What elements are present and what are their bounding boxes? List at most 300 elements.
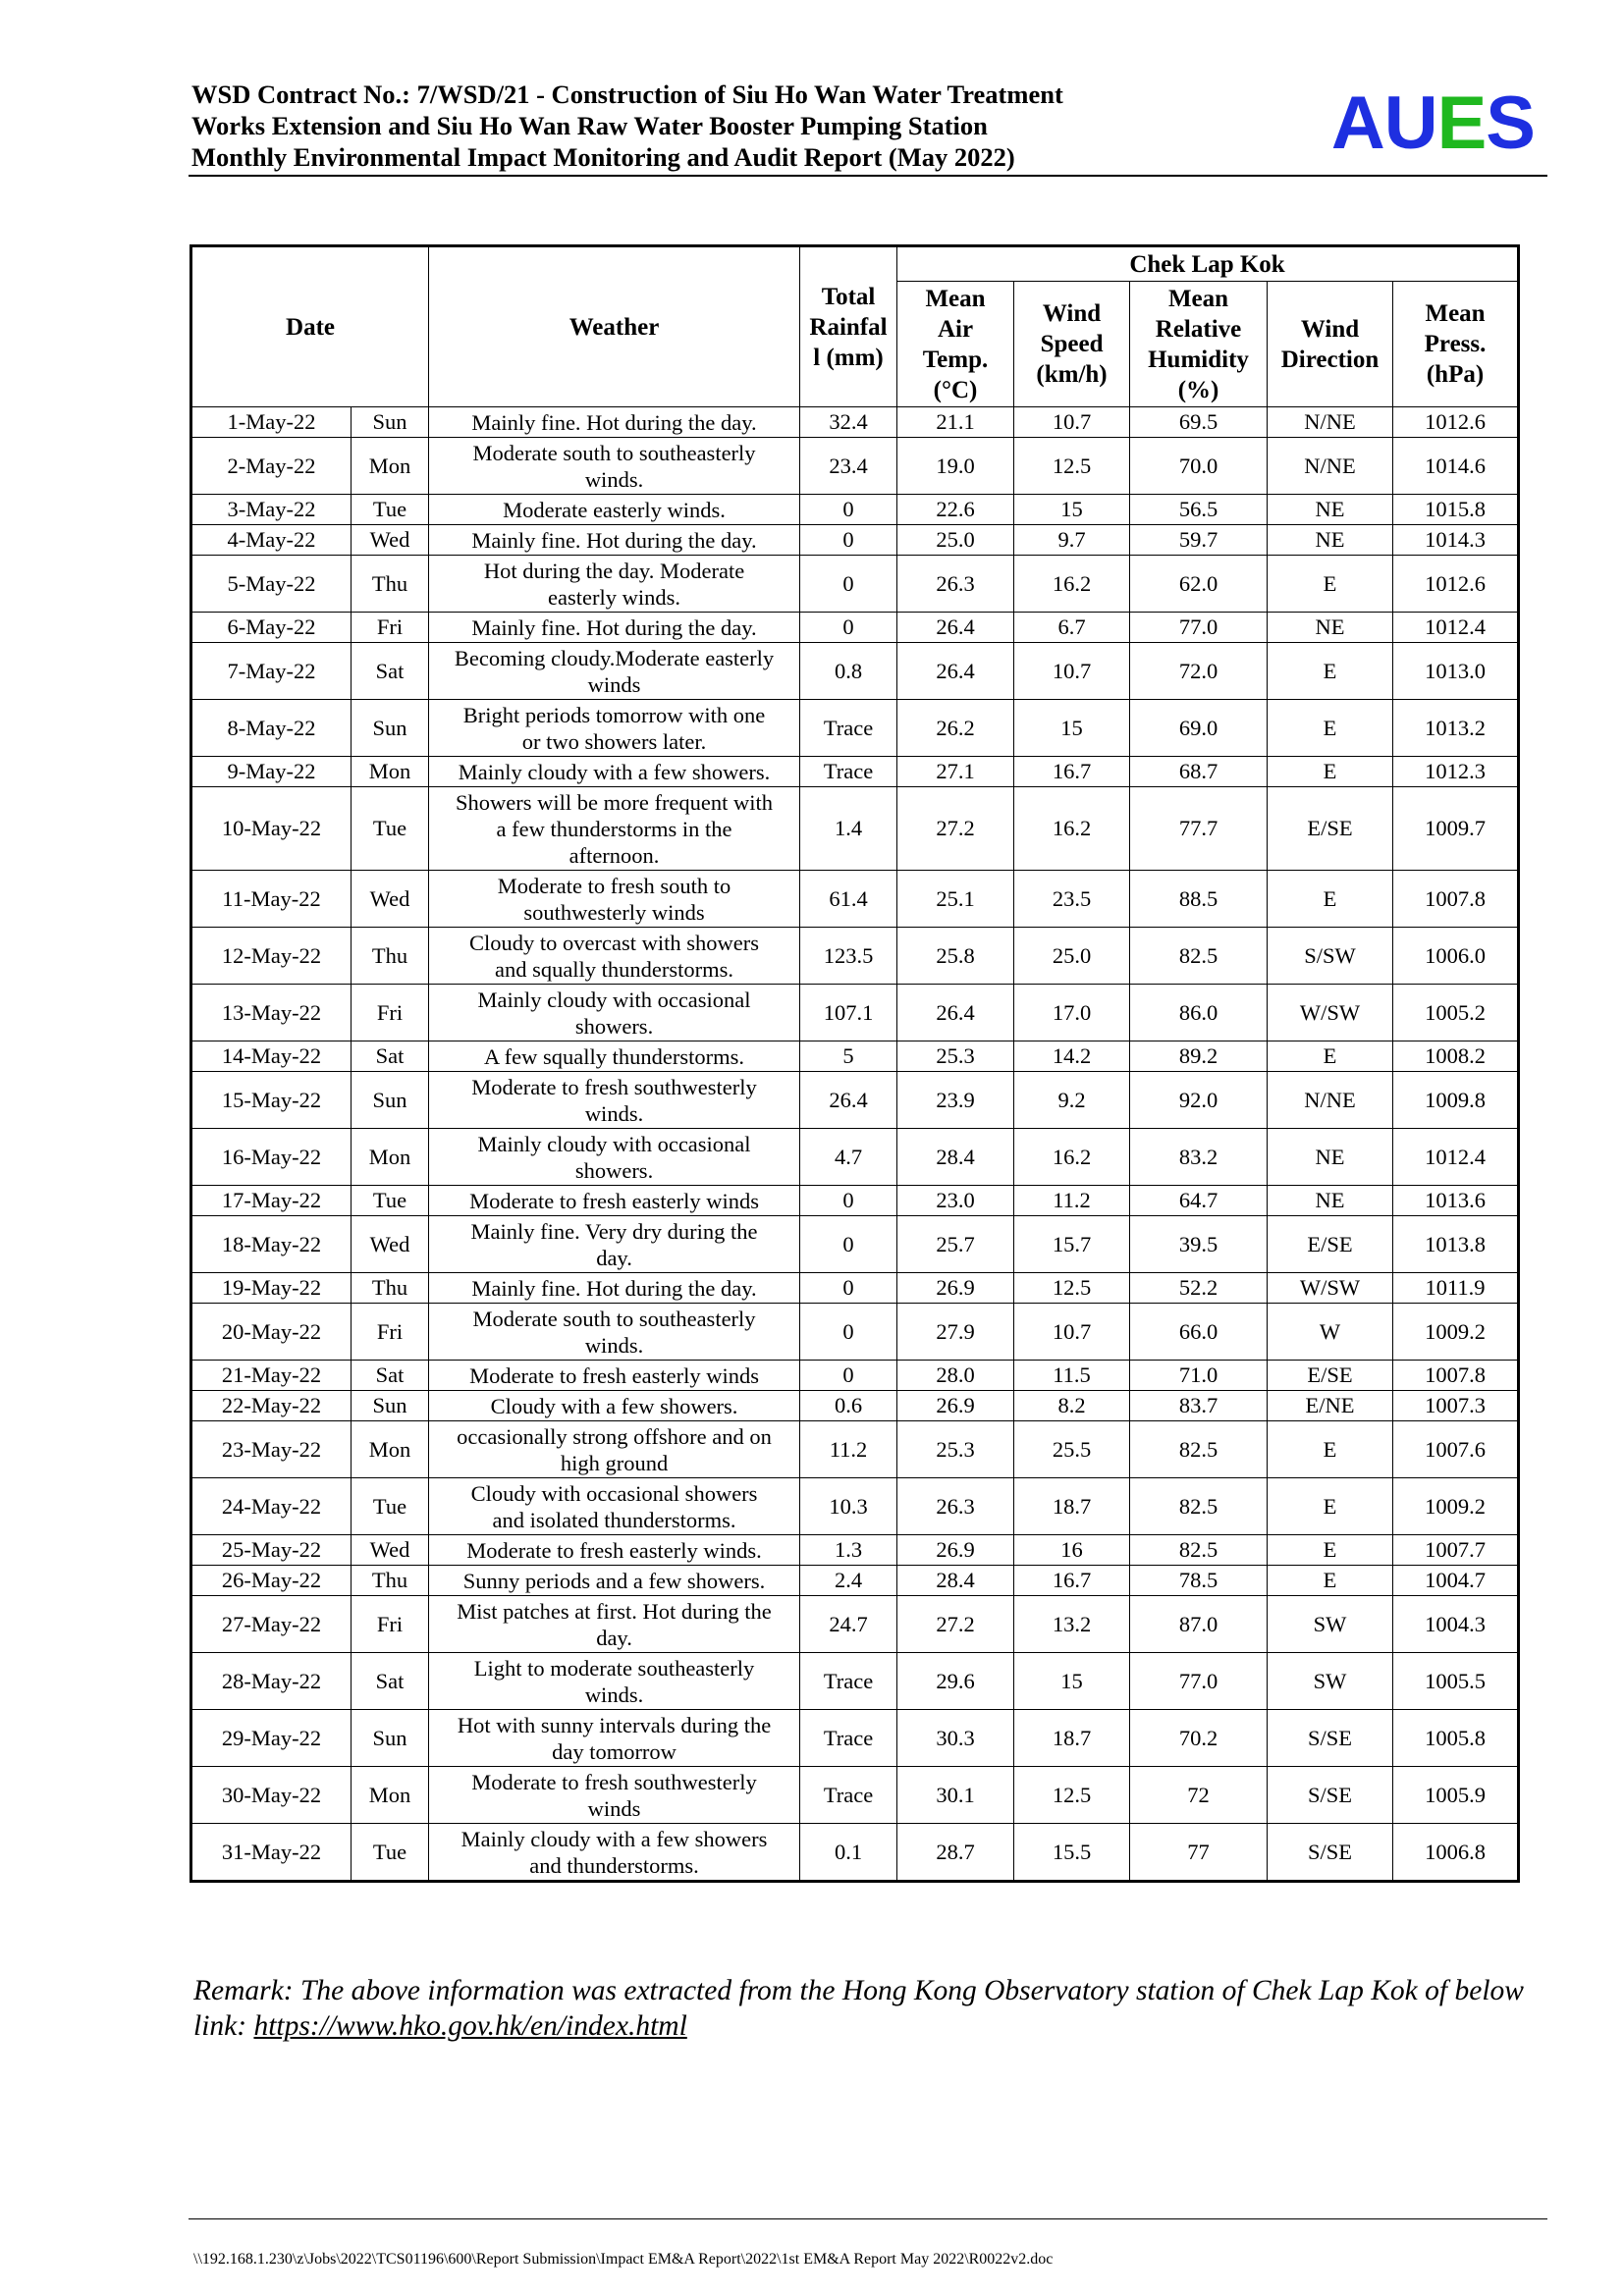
cell-wind-direction: S/SE [1268, 1767, 1393, 1824]
cell-rainfall: 24.7 [800, 1596, 897, 1653]
table-row [191, 1361, 1519, 1391]
cell-temp: 26.4 [897, 985, 1014, 1041]
weather-line: Moderate easterly winds. [503, 497, 726, 522]
cell-pressure: 1012.6 [1393, 407, 1519, 438]
cell-day: Tue [352, 1824, 429, 1882]
cell-rainfall: 0 [800, 1216, 897, 1273]
cell-wind-direction: W/SW [1268, 1273, 1393, 1304]
cell-weather [429, 1824, 800, 1882]
cell-rainfall: 10.3 [800, 1478, 897, 1535]
cell-day: Mon [352, 757, 429, 787]
cell-rainfall: 1.3 [800, 1535, 897, 1566]
cell-weather [429, 1710, 800, 1767]
cell-temp: 25.0 [897, 525, 1014, 556]
cell-wind-speed: 25.0 [1014, 928, 1130, 985]
cell-humidity: 82.5 [1130, 1535, 1268, 1566]
cell-temp: 27.2 [897, 1596, 1014, 1653]
weather-line: Mainly fine. Hot during the day. [471, 1275, 757, 1301]
cell-wind-speed: 12.5 [1014, 1273, 1130, 1304]
cell-day: Fri [352, 1596, 429, 1653]
cell-weather [429, 1273, 800, 1304]
cell-rainfall: 0 [800, 1186, 897, 1216]
cell-rainfall: 2.4 [800, 1566, 897, 1596]
cell-pressure: 1005.2 [1393, 985, 1519, 1041]
weather-line: Light to moderate southeasterly [473, 1655, 755, 1681]
table-row [191, 985, 1519, 1041]
cell-date: 27-May-22 [191, 1596, 352, 1653]
cell-rainfall: 107.1 [800, 985, 897, 1041]
table-row [191, 525, 1519, 556]
cell-pressure: 1007.8 [1393, 1361, 1519, 1391]
weather-line: Moderate south to southeasterly [472, 440, 756, 465]
cell-wind-speed: 16.2 [1014, 1129, 1130, 1186]
cell-day: Mon [352, 1767, 429, 1824]
header-pressure-line: (hPa) [1426, 361, 1485, 388]
table-row [191, 407, 1519, 438]
weather-line: winds [587, 671, 641, 697]
cell-weather [429, 700, 800, 757]
cell-day: Mon [352, 1129, 429, 1186]
cell-pressure: 1013.6 [1393, 1186, 1519, 1216]
table-row [191, 556, 1519, 613]
cell-pressure: 1005.5 [1393, 1653, 1519, 1710]
header-rainfall [800, 246, 897, 407]
cell-weather [429, 1535, 800, 1566]
cell-weather [429, 1129, 800, 1186]
cell-day: Fri [352, 1304, 429, 1361]
weather-line: Moderate to fresh easterly winds. [466, 1537, 762, 1563]
cell-humidity: 39.5 [1130, 1216, 1268, 1273]
cell-humidity: 77.0 [1130, 613, 1268, 643]
weather-line: showers. [574, 1157, 654, 1183]
cell-date: 14-May-22 [191, 1041, 352, 1072]
table-row [191, 757, 1519, 787]
cell-wind-speed: 13.2 [1014, 1596, 1130, 1653]
cell-day: Sat [352, 1653, 429, 1710]
table-row [191, 1273, 1519, 1304]
cell-humidity: 77 [1130, 1824, 1268, 1882]
cell-humidity: 59.7 [1130, 525, 1268, 556]
cell-day: Tue [352, 1478, 429, 1535]
cell-weather [429, 1391, 800, 1421]
cell-temp: 22.6 [897, 495, 1014, 525]
cell-wind-speed: 6.7 [1014, 613, 1130, 643]
cell-humidity: 83.2 [1130, 1129, 1268, 1186]
cell-humidity: 92.0 [1130, 1072, 1268, 1129]
cell-day: Fri [352, 985, 429, 1041]
cell-temp: 29.6 [897, 1653, 1014, 1710]
cell-temp: 25.7 [897, 1216, 1014, 1273]
cell-rainfall: 0 [800, 556, 897, 613]
cell-weather [429, 1361, 800, 1391]
cell-rainfall: 61.4 [800, 871, 897, 928]
header-humidity-line: Mean [1167, 285, 1229, 312]
cell-pressure: 1014.3 [1393, 525, 1519, 556]
cell-wind-speed: 25.5 [1014, 1421, 1130, 1478]
cell-day: Thu [352, 1273, 429, 1304]
cell-humidity: 82.5 [1130, 1478, 1268, 1535]
cell-pressure: 1007.8 [1393, 871, 1519, 928]
cell-temp: 23.0 [897, 1186, 1014, 1216]
cell-day: Wed [352, 525, 429, 556]
cell-rainfall: 5 [800, 1041, 897, 1072]
cell-weather [429, 495, 800, 525]
cell-temp: 19.0 [897, 438, 1014, 495]
cell-temp: 28.0 [897, 1361, 1014, 1391]
cell-temp: 26.4 [897, 643, 1014, 700]
cell-wind-direction: NE [1268, 525, 1393, 556]
header-temp [897, 282, 1014, 407]
cell-wind-speed: 18.7 [1014, 1478, 1130, 1535]
table-row [191, 787, 1519, 871]
cell-pressure: 1005.8 [1393, 1710, 1519, 1767]
weather-line: Moderate to fresh southwesterly [471, 1769, 757, 1794]
cell-humidity: 72.0 [1130, 643, 1268, 700]
table-row [191, 1653, 1519, 1710]
cell-rainfall: 32.4 [800, 407, 897, 438]
weather-line: Cloudy with occasional showers [470, 1480, 758, 1506]
table-row [191, 1767, 1519, 1824]
weather-line: Mainly fine. Hot during the day. [471, 527, 757, 553]
cell-wind-direction: N/NE [1268, 1072, 1393, 1129]
header-rainfall-line: Rainfal [809, 313, 888, 341]
cell-date: 8-May-22 [191, 700, 352, 757]
cell-weather [429, 1653, 800, 1710]
weather-line: Mainly fine. Hot during the day. [471, 409, 757, 435]
header-humidity-line: (%) [1177, 376, 1219, 403]
logo-au: AU [1330, 81, 1437, 165]
header-humidity-line: Relative [1155, 315, 1242, 343]
table-row [191, 1041, 1519, 1072]
cell-wind-direction: N/NE [1268, 407, 1393, 438]
cell-weather [429, 1186, 800, 1216]
cell-humidity: 66.0 [1130, 1304, 1268, 1361]
cell-wind-speed: 10.7 [1014, 1304, 1130, 1361]
weather-line: Moderate to fresh easterly winds [469, 1362, 759, 1388]
weather-table-body [191, 407, 1519, 1882]
weather-line: Mainly cloudy with a few showers [460, 1826, 768, 1851]
cell-humidity: 82.5 [1130, 1421, 1268, 1478]
cell-wind-speed: 15 [1014, 495, 1130, 525]
cell-day: Thu [352, 928, 429, 985]
cell-temp: 25.3 [897, 1041, 1014, 1072]
cell-rainfall: Trace [800, 757, 897, 787]
cell-date: 11-May-22 [191, 871, 352, 928]
cell-day: Sun [352, 407, 429, 438]
weather-line: day. [596, 1625, 632, 1650]
weather-line: afternoon. [568, 842, 660, 868]
cell-wind-direction: E [1268, 1566, 1393, 1596]
cell-date: 18-May-22 [191, 1216, 352, 1273]
cell-humidity: 78.5 [1130, 1566, 1268, 1596]
cell-rainfall: 0 [800, 495, 897, 525]
cell-temp: 28.4 [897, 1566, 1014, 1596]
cell-weather [429, 407, 800, 438]
cell-day: Sun [352, 700, 429, 757]
cell-temp: 23.9 [897, 1072, 1014, 1129]
cell-weather [429, 871, 800, 928]
table-row [191, 438, 1519, 495]
cell-wind-direction: SW [1268, 1653, 1393, 1710]
cell-date: 13-May-22 [191, 985, 352, 1041]
header-rainfall-line: Total [821, 283, 876, 310]
weather-line: Hot with sunny intervals during the [457, 1712, 772, 1737]
cell-humidity: 88.5 [1130, 871, 1268, 928]
cell-pressure: 1007.7 [1393, 1535, 1519, 1566]
cell-day: Tue [352, 787, 429, 871]
cell-rainfall: 0.6 [800, 1391, 897, 1421]
cell-wind-direction: E/NE [1268, 1391, 1393, 1421]
weather-table-container [189, 244, 1517, 1883]
cell-wind-speed: 16.7 [1014, 1566, 1130, 1596]
cell-day: Sun [352, 1710, 429, 1767]
weather-line: occasionally strong offshore and on [457, 1423, 772, 1449]
header-rainfall-line: l (mm) [813, 344, 884, 371]
weather-line: Hot during the day. Moderate [483, 558, 745, 583]
header-line-2: Works Extension and Siu Ho Wan Raw Water Booster Pumping Station [191, 111, 988, 140]
cell-humidity: 86.0 [1130, 985, 1268, 1041]
weather-table [189, 244, 1520, 1883]
weather-line: winds. [584, 1332, 644, 1358]
cell-wind-direction: N/NE [1268, 438, 1393, 495]
cell-temp: 30.3 [897, 1710, 1014, 1767]
table-row [191, 1824, 1519, 1882]
cell-day: Sat [352, 643, 429, 700]
weather-line: Showers will be more frequent with [455, 789, 774, 815]
weather-line: Bright periods tomorrow with one [462, 702, 766, 727]
aues-logo [1330, 81, 1535, 165]
cell-rainfall: 4.7 [800, 1129, 897, 1186]
weather-line: high ground [560, 1450, 669, 1475]
cell-wind-direction: NE [1268, 1186, 1393, 1216]
weather-line: Moderate to fresh south to [497, 873, 731, 898]
weather-line: Mainly fine. Hot during the day. [471, 614, 757, 640]
cell-date: 17-May-22 [191, 1186, 352, 1216]
cell-temp: 26.9 [897, 1273, 1014, 1304]
cell-wind-direction: E [1268, 757, 1393, 787]
header-wind-direction-line: Wind [1300, 315, 1360, 343]
cell-weather [429, 1478, 800, 1535]
cell-rainfall: 0 [800, 613, 897, 643]
cell-wind-speed: 10.7 [1014, 407, 1130, 438]
table-row [191, 700, 1519, 757]
cell-wind-speed: 12.5 [1014, 438, 1130, 495]
cell-date: 20-May-22 [191, 1304, 352, 1361]
cell-date: 1-May-22 [191, 407, 352, 438]
hko-link[interactable]: https://www.hko.gov.hk/en/index.html [253, 2010, 687, 2042]
cell-pressure: 1015.8 [1393, 495, 1519, 525]
header-chek-lap-kok: Chek Lap Kok [897, 246, 1519, 282]
cell-pressure: 1013.0 [1393, 643, 1519, 700]
cell-humidity: 83.7 [1130, 1391, 1268, 1421]
cell-weather [429, 525, 800, 556]
cell-temp: 25.8 [897, 928, 1014, 985]
cell-day: Tue [352, 495, 429, 525]
cell-day: Wed [352, 1535, 429, 1566]
cell-date: 3-May-22 [191, 495, 352, 525]
cell-temp: 28.7 [897, 1824, 1014, 1882]
cell-weather [429, 1421, 800, 1478]
footer-file-path: \\192.168.1.230\z\Jobs\2022\TCS01196\600\Report Submission\Impact EM&A Report\2022\1st EM&A Report May 2022\R0022v2.doc [193, 2251, 1054, 2268]
cell-rainfall: Trace [800, 1767, 897, 1824]
table-row [191, 1535, 1519, 1566]
cell-rainfall: 0 [800, 525, 897, 556]
remark-note [193, 1973, 1548, 2044]
footer-divider [189, 2218, 1547, 2219]
header-wind-direction [1268, 282, 1393, 407]
cell-pressure: 1009.8 [1393, 1072, 1519, 1129]
cell-pressure: 1014.6 [1393, 438, 1519, 495]
cell-wind-speed: 16.2 [1014, 556, 1130, 613]
cell-pressure: 1013.2 [1393, 700, 1519, 757]
cell-temp: 26.9 [897, 1391, 1014, 1421]
cell-wind-direction: E [1268, 871, 1393, 928]
table-row [191, 1478, 1519, 1535]
header-weather: Weather [429, 246, 800, 407]
cell-temp: 26.2 [897, 700, 1014, 757]
cell-day: Mon [352, 1421, 429, 1478]
cell-day: Sun [352, 1391, 429, 1421]
cell-temp: 26.3 [897, 556, 1014, 613]
cell-wind-direction: E [1268, 556, 1393, 613]
weather-line: Becoming cloudy.Moderate easterly [454, 645, 775, 670]
weather-line: southwesterly winds [523, 899, 705, 925]
weather-line: A few squally thunderstorms. [484, 1043, 744, 1069]
header-date: Date [191, 246, 429, 407]
cell-rainfall: 26.4 [800, 1072, 897, 1129]
cell-wind-speed: 9.7 [1014, 525, 1130, 556]
cell-humidity: 56.5 [1130, 495, 1268, 525]
cell-rainfall: Trace [800, 1653, 897, 1710]
cell-date: 22-May-22 [191, 1391, 352, 1421]
cell-wind-speed: 16.2 [1014, 787, 1130, 871]
cell-wind-speed: 17.0 [1014, 985, 1130, 1041]
cell-wind-speed: 15.7 [1014, 1216, 1130, 1273]
cell-day: Thu [352, 1566, 429, 1596]
cell-temp: 30.1 [897, 1767, 1014, 1824]
cell-weather [429, 757, 800, 787]
cell-wind-direction: NE [1268, 613, 1393, 643]
cell-pressure: 1004.3 [1393, 1596, 1519, 1653]
weather-line: winds. [584, 466, 644, 492]
cell-date: 16-May-22 [191, 1129, 352, 1186]
cell-date: 6-May-22 [191, 613, 352, 643]
weather-line: showers. [574, 1013, 654, 1039]
cell-pressure: 1005.9 [1393, 1767, 1519, 1824]
weather-line: a few thunderstorms in the [496, 816, 732, 841]
weather-line: Moderate to fresh southwesterly [471, 1074, 757, 1099]
cell-rainfall: 11.2 [800, 1421, 897, 1478]
cell-temp: 21.1 [897, 407, 1014, 438]
header-temp-line: Air [937, 315, 974, 343]
cell-day: Sun [352, 1072, 429, 1129]
weather-line: Sunny periods and a few showers. [462, 1568, 766, 1593]
cell-date: 12-May-22 [191, 928, 352, 985]
cell-wind-direction: S/SE [1268, 1710, 1393, 1767]
cell-wind-speed: 23.5 [1014, 871, 1130, 928]
cell-wind-speed: 10.7 [1014, 643, 1130, 700]
cell-wind-direction: E [1268, 700, 1393, 757]
cell-temp: 28.4 [897, 1129, 1014, 1186]
cell-rainfall: 0 [800, 1361, 897, 1391]
cell-date: 9-May-22 [191, 757, 352, 787]
cell-rainfall: 0 [800, 1273, 897, 1304]
weather-line: day tomorrow [552, 1738, 677, 1764]
cell-wind-direction: NE [1268, 495, 1393, 525]
cell-date: 19-May-22 [191, 1273, 352, 1304]
cell-wind-direction: E/SE [1268, 787, 1393, 871]
table-row [191, 1391, 1519, 1421]
cell-wind-speed: 11.5 [1014, 1361, 1130, 1391]
cell-humidity: 62.0 [1130, 556, 1268, 613]
cell-temp: 27.9 [897, 1304, 1014, 1361]
cell-wind-speed: 15 [1014, 700, 1130, 757]
weather-line: Cloudy to overcast with showers [469, 930, 759, 955]
header-humidity [1130, 282, 1268, 407]
cell-wind-speed: 11.2 [1014, 1186, 1130, 1216]
cell-weather [429, 1596, 800, 1653]
header-temp-line: (°C) [933, 376, 978, 403]
cell-pressure: 1009.2 [1393, 1478, 1519, 1535]
cell-pressure: 1006.0 [1393, 928, 1519, 985]
cell-wind-speed: 15 [1014, 1653, 1130, 1710]
header-pressure-line: Mean [1425, 300, 1486, 327]
weather-line: Moderate south to southeasterly [472, 1306, 756, 1331]
cell-wind-speed: 9.2 [1014, 1072, 1130, 1129]
cell-rainfall: Trace [800, 1710, 897, 1767]
header-pressure [1393, 282, 1519, 407]
table-row [191, 495, 1519, 525]
cell-humidity: 70.0 [1130, 438, 1268, 495]
table-row [191, 1710, 1519, 1767]
cell-weather [429, 1216, 800, 1273]
report-header [191, 79, 1546, 177]
weather-line: easterly winds. [548, 584, 680, 610]
logo-s: S [1486, 81, 1535, 165]
cell-day: Fri [352, 613, 429, 643]
cell-wind-speed: 12.5 [1014, 1767, 1130, 1824]
cell-day: Thu [352, 556, 429, 613]
cell-wind-speed: 16 [1014, 1535, 1130, 1566]
cell-wind-direction: E [1268, 643, 1393, 700]
cell-wind-direction: E [1268, 1041, 1393, 1072]
header-line-3: Monthly Environmental Impact Monitoring and Audit Report (May 2022) [191, 142, 1015, 172]
cell-date: 15-May-22 [191, 1072, 352, 1129]
weather-line: Mainly fine. Very dry during the [470, 1218, 758, 1244]
header-divider [189, 175, 1547, 177]
cell-wind-speed: 16.7 [1014, 757, 1130, 787]
weather-line: Cloudy with a few showers. [490, 1393, 738, 1418]
cell-weather [429, 438, 800, 495]
weather-line: winds. [584, 1100, 644, 1126]
remark-text: Remark: The above information was extracted from the Hong Kong Observatory station of Chek Lap Kok of below link: [193, 1975, 1524, 2042]
cell-day: Wed [352, 871, 429, 928]
cell-rainfall: 0 [800, 1304, 897, 1361]
cell-date: 24-May-22 [191, 1478, 352, 1535]
header-temp-line: Mean [925, 285, 986, 312]
header-line-1: WSD Contract No.: 7/WSD/21 - Construction of Siu Ho Wan Water Treatment [191, 80, 1063, 109]
table-row [191, 1216, 1519, 1273]
weather-line: Mainly cloudy with occasional [477, 1131, 751, 1156]
cell-humidity: 72 [1130, 1767, 1268, 1824]
cell-humidity: 70.2 [1130, 1710, 1268, 1767]
header-pressure-line: Press. [1424, 331, 1487, 357]
weather-line: Moderate to fresh easterly winds [469, 1188, 759, 1213]
cell-day: Tue [352, 1186, 429, 1216]
cell-rainfall: Trace [800, 700, 897, 757]
weather-line: and squally thunderstorms. [494, 956, 734, 982]
cell-wind-direction: NE [1268, 1129, 1393, 1186]
